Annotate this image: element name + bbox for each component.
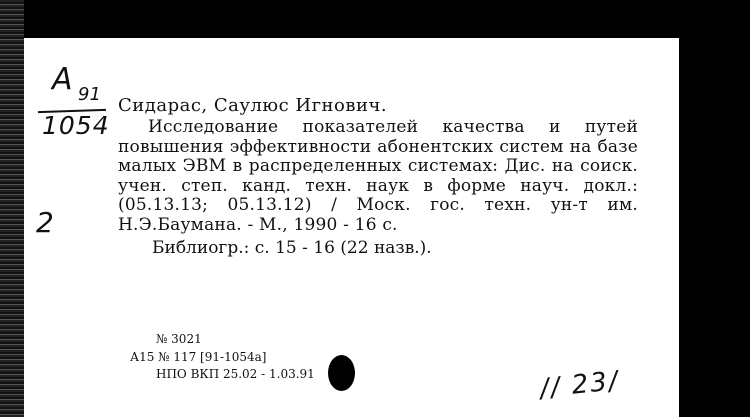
card-number: № 3021 (156, 332, 202, 346)
call-number-letter: А (52, 62, 74, 97)
punch-hole (328, 355, 355, 391)
call-number-index: 91 (78, 84, 101, 105)
npo-stamp: НПО ВКП 25.02 - 1.03.91 (156, 367, 315, 381)
scan-top-border (24, 0, 679, 38)
bibliographic-entry (118, 94, 638, 259)
title-description: Исследование показателей качества и путей повышения эффективности абонентских систем на базе малых ЭВМ в распределенных системах: Дис. на соиск. учен. степ. канд. техн. наук в форме науч. докл.: (05.13.13; 05.13.12) / Моск. гос. техн. ун-т им. Н.Э.Баумана. - М., 1990 - 16 с. (118, 117, 638, 235)
author-heading: Сидарас, Саулюс Игнович. (118, 95, 388, 116)
copy-count-mark: 2 (36, 206, 54, 239)
scan-right-border (679, 0, 750, 417)
call-number-shelf: 1054 (42, 111, 110, 140)
bibliography-note: Библиогр.: с. 15 - 16 (22 назв.). (152, 238, 432, 258)
library-code: А15 № 117 [91-1054а] (130, 350, 267, 364)
handwritten-scribble: // 23/ (538, 365, 621, 405)
scan-left-edge (0, 0, 24, 417)
